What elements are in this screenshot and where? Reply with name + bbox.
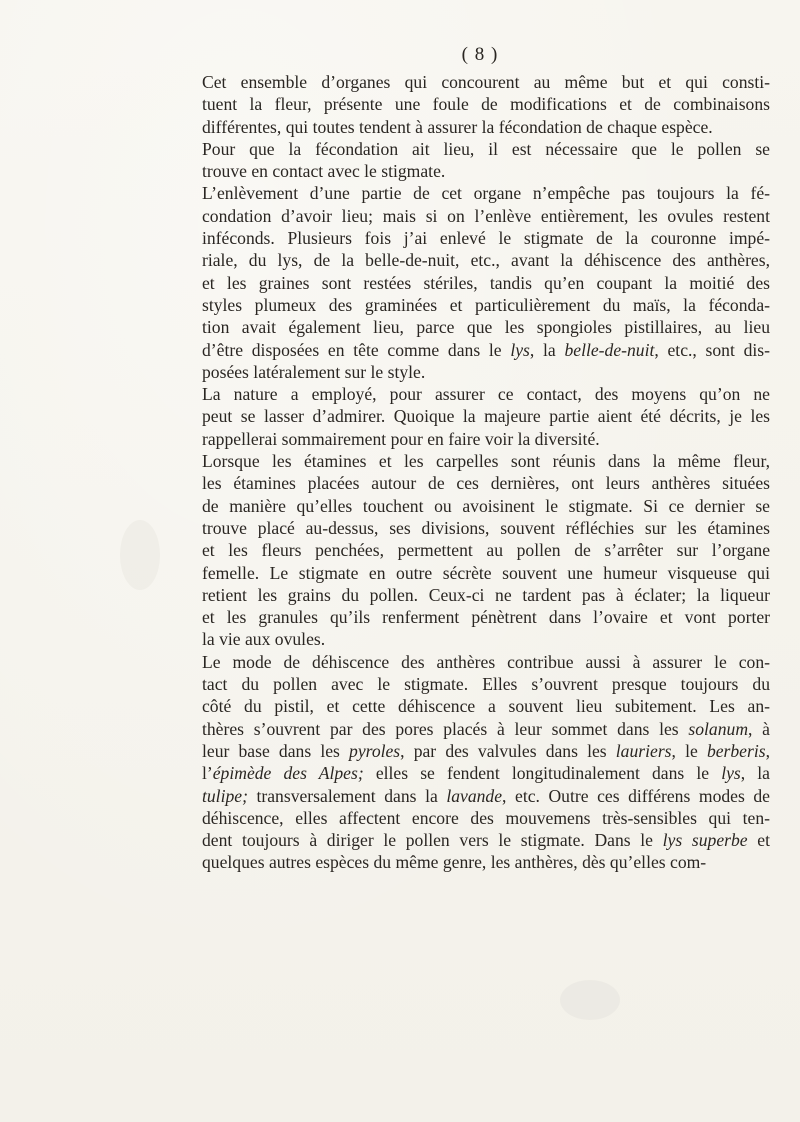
text-line: les étamines placées autour de ces dernières, ont leurs anthères situées — [202, 473, 770, 494]
paper-stain — [560, 980, 620, 1020]
paragraph — [202, 182, 770, 383]
text-line: trouve placé au-dessus, ses divisions, souvent réfléchies sur les étamines — [202, 517, 770, 538]
italic-term: lauriers — [615, 740, 672, 761]
italic-term: lavande — [446, 785, 503, 806]
italic-term: berberis — [706, 740, 766, 761]
text-line: dent toujours à diriger le pollen vers le stigmate. Dans le lys superbe et — [202, 830, 770, 851]
text-line: riale, du lys, de la belle-de-nuit, etc., avant la déhiscence des anthères, — [202, 250, 770, 271]
text-line: peut se lasser d’admirer. Quoique la majeure partie aient été décrits, je les — [202, 406, 770, 427]
italic-term: lys — [721, 763, 741, 784]
text-line: rappellerai sommairement pour en faire voir la diversité. — [202, 428, 600, 449]
body-text — [202, 71, 770, 874]
italic-term: solanum — [688, 718, 749, 739]
page-number: ( 8 ) — [461, 44, 499, 65]
text-line: tulipe; transversalement dans la lavande, etc. Outre ces différens modes de — [202, 785, 770, 806]
paragraph — [202, 71, 770, 138]
italic-term: belle-de-nuit — [564, 339, 655, 360]
paper-stain — [120, 520, 160, 590]
text-line: la vie aux ovules. — [202, 629, 326, 650]
text-line: tuent la fleur, présente une foule de modifications et de combinaisons — [202, 94, 770, 115]
text-line: condation d’avoir lieu; mais si on l’enlève entièrement, les ovules restent — [202, 205, 770, 226]
text-line: tion avait également lieu, parce que les spongioles pistillaires, au lieu — [202, 317, 770, 338]
text-line: femelle. Le stigmate en outre sécrète souvent une humeur visqueuse qui — [202, 562, 770, 583]
italic-term: lys — [510, 339, 530, 360]
text-line: L’enlèvement d’une partie de cet organe n’empêche pas toujours la fé- — [202, 183, 770, 204]
text-line: de manière qu’elles touchent ou avoisinent le stigmate. Si ce dernier se — [202, 495, 770, 516]
text-line: retient les grains du pollen. Ceux-ci ne tardent pas à éclater; la liqueur — [202, 584, 770, 605]
text-line: thères s’ouvrent par des pores placés à leur sommet dans les solanum, à — [202, 718, 770, 739]
italic-term: tulipe; — [202, 785, 248, 806]
text-line: et les granules qu’ils renferment pénètrent dans l’ovaire et vont porter — [202, 607, 770, 628]
italic-term: lys superbe — [662, 830, 748, 851]
text-line: et les graines sont restées stériles, tandis qu’en coupant la moitié des — [202, 272, 770, 293]
italic-term: épimède des Alpes; — [212, 763, 364, 784]
text-line: leur base dans les pyroles, par des valvules dans les lauriers, le berberis, — [202, 740, 770, 761]
text-line: côté du pistil, et cette déhiscence a souvent lieu subitement. Les an- — [202, 696, 770, 717]
text-line: posées latéralement sur le style. — [202, 361, 426, 382]
paragraph — [202, 450, 770, 651]
text-line: quelques autres espèces du même genre, les anthères, dès qu’elles com- — [202, 852, 707, 873]
paragraph — [202, 651, 770, 874]
text-line: différentes, qui toutes tendent à assurer la fécondation de chaque espèce. — [202, 116, 713, 137]
text-line: tact du pollen avec le stigmate. Elles s’ouvrent presque toujours du — [202, 674, 770, 695]
text-line: l’épimède des Alpes; elles se fendent longitudinalement dans le lys, la — [202, 763, 770, 784]
text-line: inféconds. Plusieurs fois j’ai enlevé le stigmate de la couronne impé- — [202, 228, 770, 249]
text-line: trouve en contact avec le stigmate. — [202, 161, 446, 182]
text-line: Le mode de déhiscence des anthères contribue aussi à assurer le con- — [202, 651, 770, 672]
text-line: Pour que la fécondation ait lieu, il est nécessaire que le pollen se — [202, 138, 770, 159]
text-line: Cet ensemble d’organes qui concourent au même but et qui consti- — [202, 72, 770, 92]
italic-term: pyroles — [349, 740, 401, 761]
text-line: Lorsque les étamines et les carpelles sont réunis dans la même fleur, — [202, 451, 770, 472]
paragraph — [202, 383, 770, 450]
text-line: et les fleurs penchées, permettent au pollen de s’arrêter sur l’organe — [202, 540, 770, 561]
text-line: styles plumeux des graminées et particulièrement du maïs, la féconda- — [202, 294, 770, 315]
text-line: déhiscence, elles affectent encore des mouvemens très-sensibles qui ten- — [202, 807, 770, 828]
paragraph — [202, 138, 770, 183]
text-line: d’être disposées en tête comme dans le lys, la belle-de-nuit, etc., sont dis- — [202, 339, 770, 360]
text-line: La nature a employé, pour assurer ce contact, des moyens qu’on ne — [202, 384, 770, 405]
